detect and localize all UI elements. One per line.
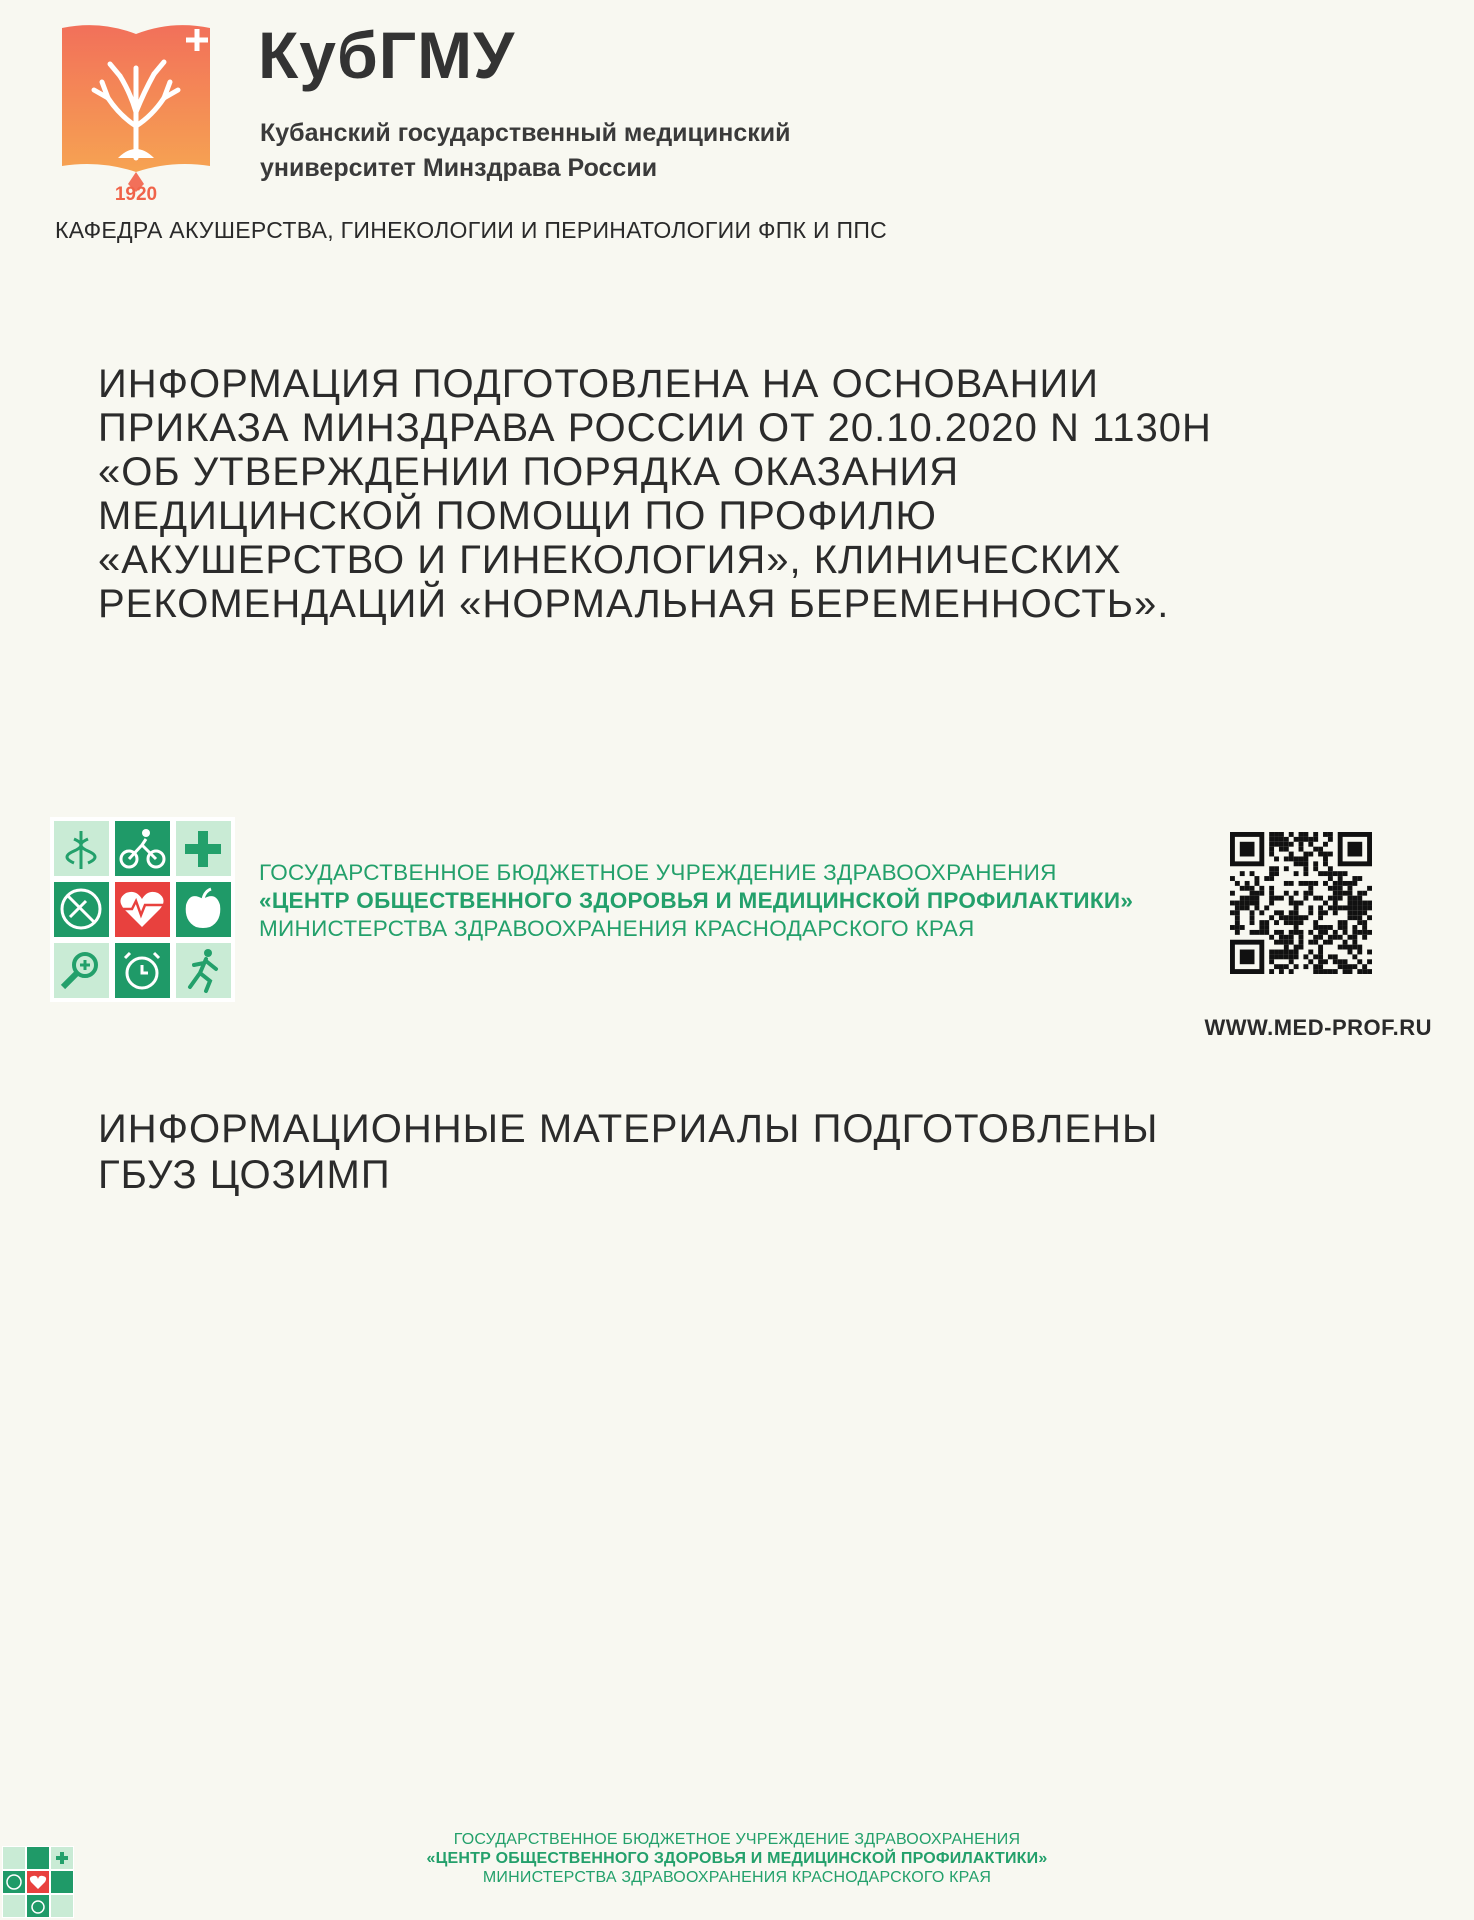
university-full-name-line2: университет Минздрава России — [260, 154, 658, 182]
statement-line: «ОБ УТВЕРЖДЕНИИ ПОРЯДКА ОКАЗАНИЯ — [98, 450, 960, 494]
statement-line: РЕКОМЕНДАЦИЙ «НОРМАЛЬНАЯ БЕРЕМЕННОСТЬ». — [98, 582, 1170, 626]
prepared-by-line2: ГБУЗ ЦОЗИМП — [98, 1153, 391, 1197]
alarm-clock-icon — [115, 943, 170, 998]
prepared-by-line1: ИНФОРМАЦИОННЫЕ МАТЕРИАЛЫ ПОДГОТОВЛЕНЫ — [98, 1107, 1159, 1151]
health-center-line1: ГОСУДАРСТВЕННОЕ БЮДЖЕТНОЕ УЧРЕЖДЕНИЕ ЗДРАВООХРАНЕНИЯ — [259, 860, 1057, 885]
cyclist-icon — [115, 821, 170, 876]
caduceus-icon — [54, 821, 109, 876]
heart-icon — [115, 882, 170, 937]
footer-text — [0, 1830, 1474, 1887]
cross-icon — [176, 821, 231, 876]
university-full-name-line1: Кубанский государственный медицинский — [260, 119, 791, 147]
statement-line: МЕДИЦИНСКОЙ ПОМОЩИ ПО ПРОФИЛЮ — [98, 494, 937, 538]
footer-health-center-logo — [2, 1846, 74, 1918]
statement-line: ПРИКАЗА МИНЗДРАВА РОССИИ ОТ 20.10.2020 N 1130Н — [98, 406, 1212, 450]
health-center-line3: МИНИСТЕРСТВА ЗДРАВООХРАНЕНИЯ КРАСНОДАРСКОГО КРАЯ — [259, 916, 975, 941]
qr-code[interactable] — [1230, 832, 1372, 974]
university-short-name: КубГМУ — [258, 18, 516, 92]
magnifier-icon — [54, 943, 109, 998]
website-link[interactable]: WWW.MED-PROF.RU — [1204, 1015, 1432, 1040]
prepared-by — [98, 1106, 1418, 1198]
health-center-line2: «ЦЕНТР ОБЩЕСТВЕННОГО ЗДОРОВЬЯ И МЕДИЦИНСКОЙ ПРОФИЛАКТИКИ» — [259, 888, 1134, 913]
runner-icon — [176, 943, 231, 998]
health-center-logo — [50, 817, 235, 1002]
kubgmu-logo — [60, 16, 212, 204]
apple-icon — [176, 882, 231, 937]
university-full-name — [260, 116, 960, 186]
health-center-name — [259, 859, 1219, 943]
footer-line1: ГОСУДАРСТВЕННОЕ БЮДЖЕТНОЕ УЧРЕЖДЕНИЕ ЗДРАВООХРАНЕНИЯ — [453, 1831, 1021, 1848]
no-smoking-icon — [54, 882, 109, 937]
department-name: КАФЕДРА АКУШЕРСТВА, ГИНЕКОЛОГИИ И ПЕРИНАТОЛОГИИ ФПК И ППС — [55, 217, 888, 243]
statement-line: «АКУШЕРСТВО И ГИНЕКОЛОГИЯ», КЛИНИЧЕСКИХ — [98, 538, 1122, 582]
footer-line3: МИНИСТЕРСТВА ЗДРАВООХРАНЕНИЯ КРАСНОДАРСКОГО КРАЯ — [482, 1869, 992, 1886]
logo-year: 1920 — [114, 184, 158, 204]
statement-line: ИНФОРМАЦИЯ ПОДГОТОВЛЕНА НА ОСНОВАНИИ — [98, 362, 1100, 406]
main-statement — [98, 362, 1418, 626]
footer-line2: «ЦЕНТР ОБЩЕСТВЕННОГО ЗДОРОВЬЯ И МЕДИЦИНСКОЙ ПРОФИЛАКТИКИ» — [426, 1850, 1048, 1867]
